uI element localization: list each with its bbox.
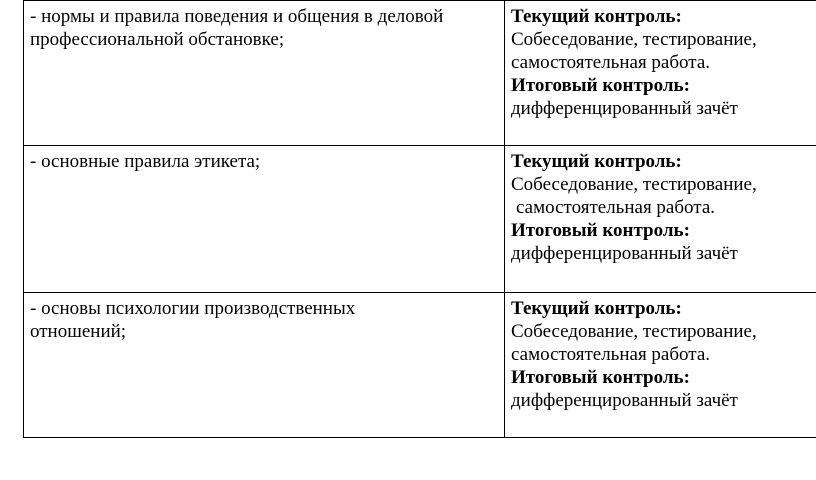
final-control-label: Итоговый контроль: bbox=[511, 220, 690, 241]
requirement-line: профессиональной обстановке; bbox=[30, 29, 285, 50]
requirement-cell bbox=[24, 146, 505, 293]
control-cell bbox=[505, 146, 816, 293]
table-row bbox=[24, 293, 816, 438]
current-control-text: самостоятельная работа. bbox=[511, 52, 710, 73]
current-control-text: Собеседование, тестирование, bbox=[511, 174, 757, 195]
final-control-text: дифференцированный зачёт bbox=[511, 98, 738, 119]
current-control-text: Собеседование, тестирование, bbox=[511, 29, 757, 50]
requirement-cell bbox=[24, 293, 505, 438]
final-control-text: дифференцированный зачёт bbox=[511, 390, 738, 411]
table-row bbox=[24, 1, 816, 146]
current-control-text: самостоятельная работа. bbox=[511, 344, 710, 365]
current-control-label: Текущий контроль: bbox=[511, 151, 682, 172]
current-control-label: Текущий контроль: bbox=[511, 6, 682, 27]
current-control-text: самостоятельная работа. bbox=[516, 197, 715, 218]
requirement-line: - нормы и правила поведения и общения в деловой bbox=[30, 6, 444, 27]
current-control-label: Текущий контроль: bbox=[511, 298, 682, 319]
final-control-label: Итоговый контроль: bbox=[511, 367, 690, 388]
final-control-label: Итоговый контроль: bbox=[511, 75, 690, 96]
table-row bbox=[24, 146, 816, 293]
current-control-text: Собеседование, тестирование, bbox=[511, 321, 757, 342]
requirement-cell bbox=[24, 1, 505, 146]
control-cell bbox=[505, 293, 816, 438]
requirement-line: - основные правила этикета; bbox=[30, 151, 261, 172]
final-control-text: дифференцированный зачёт bbox=[511, 243, 738, 264]
requirement-line: отношений; bbox=[30, 321, 127, 342]
control-cell bbox=[505, 1, 816, 146]
assessment-table bbox=[23, 0, 816, 438]
requirement-line: - основы психологии производственных bbox=[30, 298, 356, 319]
